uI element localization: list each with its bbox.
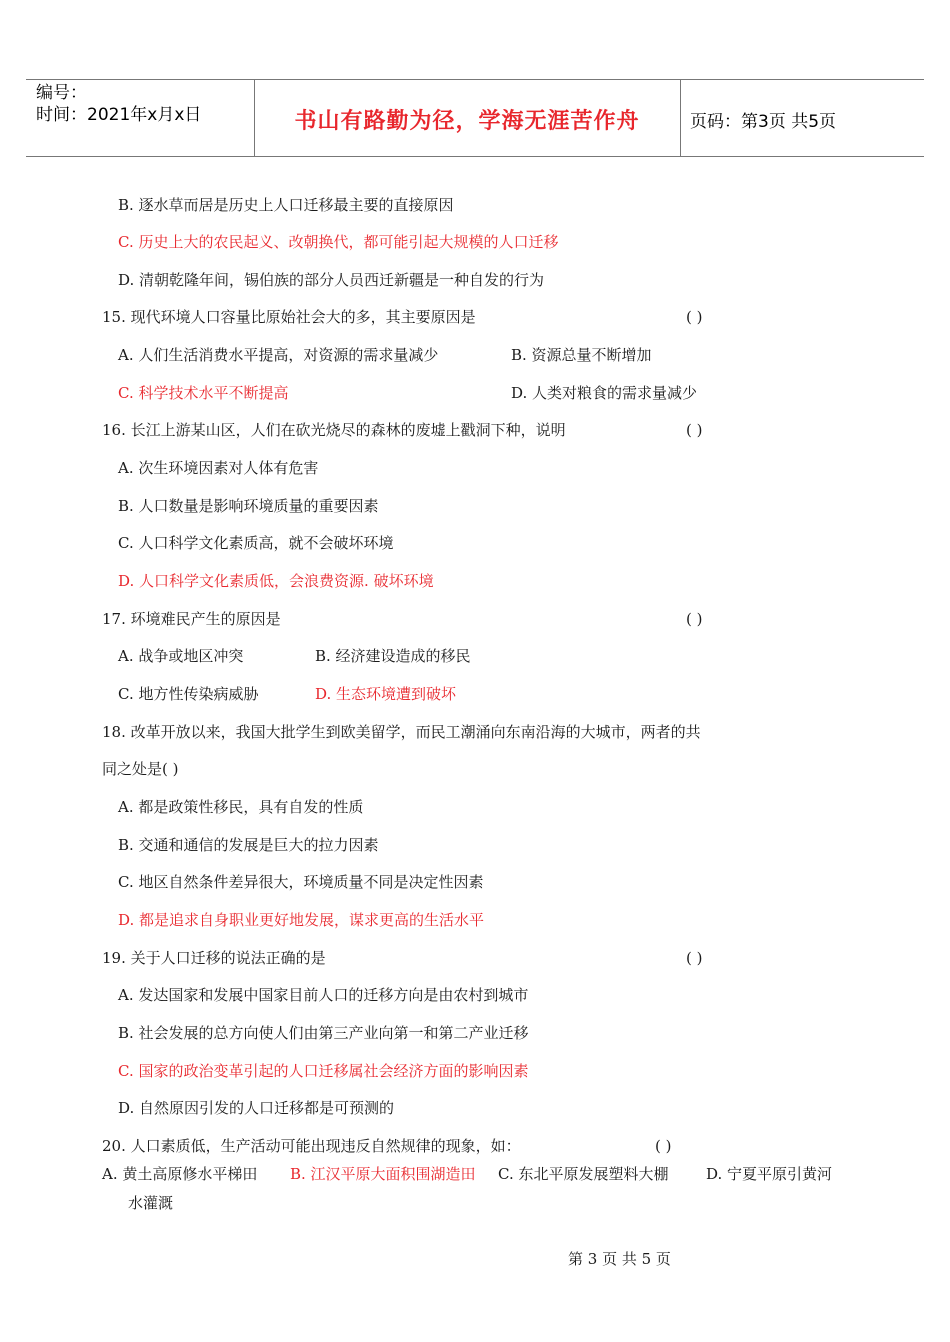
q19-stem: 19. 关于人口迁移的说法正确的是 bbox=[102, 949, 326, 967]
q18-stem-line2: 同之处是( ) bbox=[102, 760, 179, 778]
q15-option-b: B. 资源总量不断增加 bbox=[511, 346, 652, 364]
q20-option-c: C. 东北平原发展塑料大棚 bbox=[498, 1165, 669, 1183]
q20-option-d-continued: 水灌溉 bbox=[128, 1194, 174, 1212]
q18-stem-line1: 18. 改革开放以来，我国大批学生到欧美留学，而民工潮涌向东南沿海的大城市，两者的共 bbox=[102, 723, 701, 741]
q15-option-a: A. 人们生活消费水平提高，对资源的需求量减少 bbox=[118, 346, 439, 364]
q18-option-c: C. 地区自然条件差异很大，环境质量不同是决定性因素 bbox=[118, 873, 484, 891]
q14-option-d: D. 清朝乾隆年间，锡伯族的部分人员西迁新疆是一种自发的行为 bbox=[118, 271, 545, 289]
page-footer: 第 3 页 共 5 页 bbox=[568, 1250, 671, 1268]
q17-option-d-answer: D. 生态环境遭到破坏 bbox=[315, 685, 457, 703]
q19-option-a: A. 发达国家和发展中国家目前人口的迁移方向是由农村到城市 bbox=[118, 986, 529, 1004]
q19-option-b: B. 社会发展的总方向使人们由第三产业向第一和第二产业迁移 bbox=[118, 1024, 529, 1042]
q20-stem: 20. 人口素质低，生产活动可能出现违反自然规律的现象，如： bbox=[102, 1137, 521, 1155]
q20-option-b-answer: B. 江汉平原大面积围湖造田 bbox=[290, 1165, 476, 1183]
q15-option-d: D. 人类对粮食的需求量减少 bbox=[511, 384, 698, 402]
header-motto: 书山有路勤为径，学海无涯苦作舟 bbox=[294, 109, 640, 134]
q19-answer-blank: ( ) bbox=[686, 949, 703, 967]
q18-option-b: B. 交通和通信的发展是巨大的拉力因素 bbox=[118, 836, 379, 854]
q16-option-a: A. 次生环境因素对人体有危害 bbox=[118, 459, 319, 477]
q16-option-b: B. 人口数量是影响环境质量的重要因素 bbox=[118, 497, 379, 515]
header-page-info: 页码：第3页 共5页 bbox=[690, 112, 837, 132]
page-header bbox=[26, 79, 924, 157]
q17-option-a: A. 战争或地区冲突 bbox=[118, 647, 244, 665]
q19-option-c-answer: C. 国家的政治变革引起的人口迁移属社会经济方面的影响因素 bbox=[118, 1062, 529, 1080]
q16-answer-blank: ( ) bbox=[686, 421, 703, 439]
q16-option-d-answer: D. 人口科学文化素质低，会浪费资源. 破坏环境 bbox=[118, 572, 434, 590]
q15-answer-blank: ( ) bbox=[686, 308, 703, 326]
q15-stem: 15. 现代环境人口容量比原始社会大的多，其主要原因是 bbox=[102, 308, 476, 326]
header-divider bbox=[680, 80, 681, 156]
q17-answer-blank: ( ) bbox=[686, 610, 703, 628]
q17-stem: 17. 环境难民产生的原因是 bbox=[102, 610, 281, 628]
q17-option-c: C. 地方性传染病威胁 bbox=[118, 685, 259, 703]
q20-answer-blank: ( ) bbox=[655, 1137, 672, 1155]
header-meta bbox=[36, 82, 201, 126]
q18-option-a: A. 都是政策性移民，具有自发的性质 bbox=[118, 798, 364, 816]
doc-number-label: 编号： bbox=[36, 83, 87, 103]
q15-option-c-answer: C. 科学技术水平不断提高 bbox=[118, 384, 289, 402]
q14-option-c-answer: C. 历史上大的农民起义、改朝换代，都可能引起大规模的人口迁移 bbox=[118, 233, 559, 251]
doc-time-label: 时间：2021年x月x日 bbox=[36, 105, 202, 125]
q16-option-c: C. 人口科学文化素质高，就不会破坏环境 bbox=[118, 534, 394, 552]
q19-option-d: D. 自然原因引发的人口迁移都是可预测的 bbox=[118, 1099, 395, 1117]
q17-option-b: B. 经济建设造成的移民 bbox=[315, 647, 471, 665]
q16-stem: 16. 长江上游某山区，人们在砍光烧尽的森林的废墟上戳洞下种，说明 bbox=[102, 421, 566, 439]
q14-option-b: B. 逐水草而居是历史上人口迁移最主要的直接原因 bbox=[118, 196, 454, 214]
q18-option-d-answer: D. 都是追求自身职业更好地发展，谋求更高的生活水平 bbox=[118, 911, 485, 929]
q20-option-a: A. 黄土高原修水平梯田 bbox=[102, 1165, 258, 1183]
q20-option-d: D. 宁夏平原引黄河 bbox=[706, 1165, 833, 1183]
